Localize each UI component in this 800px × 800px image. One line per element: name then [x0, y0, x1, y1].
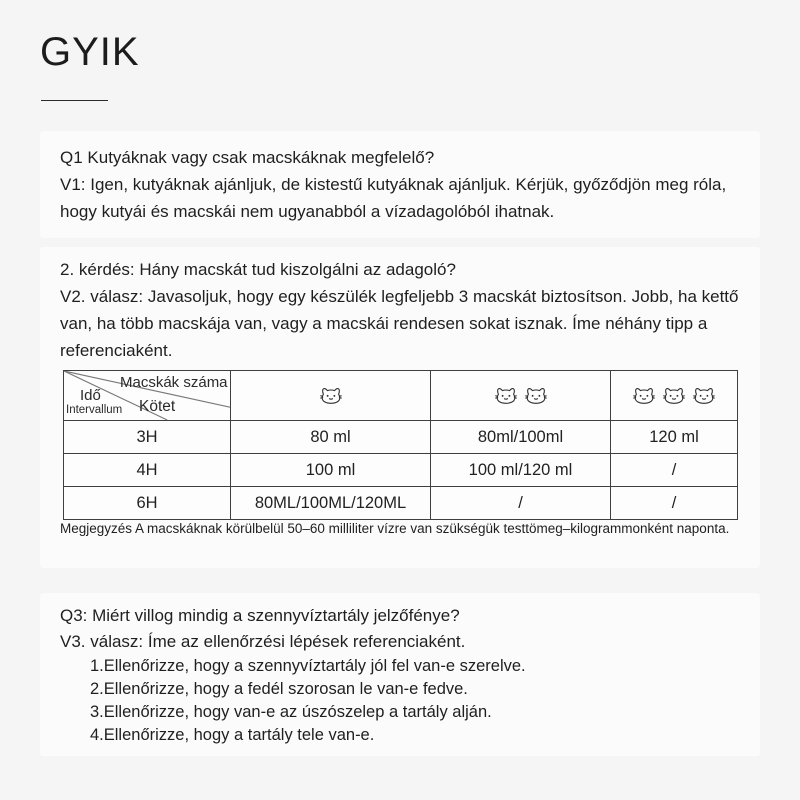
table-cell-volume: /: [611, 487, 738, 520]
q3-answer-intro: V3. válasz: Íme az ellenőrzési lépések referenciaként.: [60, 632, 466, 651]
table-cell-time: 4H: [64, 454, 231, 487]
faq-card-q2: [40, 247, 760, 568]
table-header-three-cats: [611, 371, 738, 421]
faq-card-q3: [40, 593, 760, 756]
q2-answer: V2. válasz: Javasoljuk, hogy egy készülék legfeljebb 3 macskát biztosítson. Jobb, ha kettő van, ha több macskája van, vagy a macskái rendesen sokat isznak. Íme néhány tipp a referenciaként.: [60, 287, 739, 360]
q3-step: 1.Ellenőrizze, hogy a szennyvíztartály jól fel van-e szerelve.: [90, 657, 526, 675]
table-cell-volume: /: [431, 487, 611, 520]
table-corner-cell: [64, 371, 231, 421]
q1-answer: V1: Igen, kutyáknak ajánljuk, de kistestű kutyáknak ajánljuk. Kérjük, győződjön meg róla, hogy kutyái és macskái nem ugyanabból a vízadagolóból ihatnak.: [60, 175, 727, 221]
table-header-one-cat: [231, 371, 431, 421]
table-row: [64, 421, 738, 454]
faq-card-q1: [40, 131, 760, 238]
cat-face-icon: [525, 387, 547, 405]
dosing-table: [63, 370, 738, 520]
cat-face-icon: [320, 387, 342, 405]
table-note: Megjegyzés A macskáknak körülbelül 50–60 milliliter vízre van szükségük testtömeg–kilogrammonként naponta.: [60, 521, 730, 536]
table-row: [64, 487, 738, 520]
cat-face-icon: [495, 387, 517, 405]
table-cell-volume: 100 ml: [231, 454, 431, 487]
table-cell-time: 6H: [64, 487, 231, 520]
table-header-two-cats: [431, 371, 611, 421]
table-cell-volume: 80ml/100ml: [431, 421, 611, 454]
title-underline: [41, 100, 108, 101]
table-header-row: [64, 371, 738, 421]
corner-label-time: Idő: [80, 387, 101, 404]
q3-question: Q3: Miért villog mindig a szennyvíztartály jelzőfénye?: [60, 606, 460, 625]
table-cell-volume: 80ML/100ML/120ML: [231, 487, 431, 520]
table-cell-volume: 80 ml: [231, 421, 431, 454]
cat-face-icon: [663, 387, 685, 405]
table-row: [64, 454, 738, 487]
q2-question: 2. kérdés: Hány macskát tud kiszolgálni az adagoló?: [60, 260, 456, 279]
corner-label-cat-count: Macskák száma: [120, 374, 228, 391]
cat-face-icon: [693, 387, 715, 405]
corner-label-interval: Intervallum: [66, 404, 123, 416]
q3-step: 2.Ellenőrizze, hogy a fedél szorosan le van-e fedve.: [90, 680, 468, 698]
page-title: GYIK: [40, 30, 140, 74]
q3-step: 3.Ellenőrizze, hogy van-e az úszószelep a tartály alján.: [90, 703, 492, 721]
table-cell-volume: /: [611, 454, 738, 487]
q1-question: Q1 Kutyáknak vagy csak macskáknak megfelelő?: [60, 148, 435, 167]
cat-face-icon: [633, 387, 655, 405]
table-cell-volume: 120 ml: [611, 421, 738, 454]
corner-label-volume: Kötet: [139, 398, 176, 415]
q3-step: 4.Ellenőrizze, hogy a tartály tele van-e.: [90, 726, 375, 744]
table-cell-time: 3H: [64, 421, 231, 454]
table-cell-volume: 100 ml/120 ml: [431, 454, 611, 487]
